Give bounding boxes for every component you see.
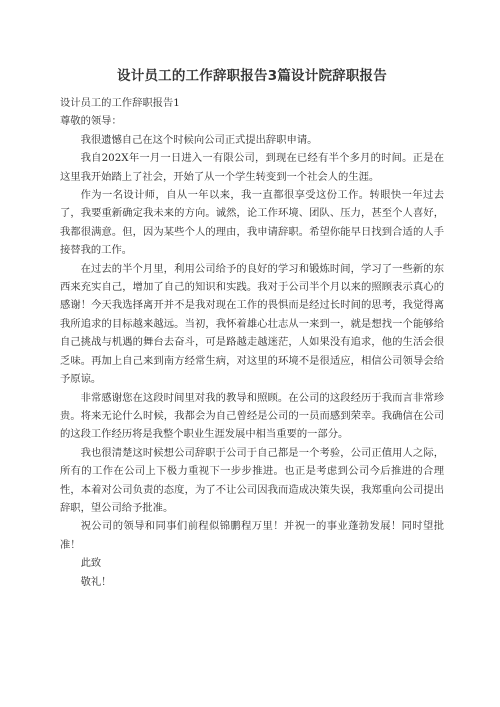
body-paragraph: 非常感谢您在这段时间里对我的教导和照顾。在公司的这段经历于我而言非常珍贵。将来无论什么时候，我都会为自己曾经是公司的一员而感到荣幸。我确信在公司的这段工作经历将是我整个职业生涯发展中相当重要的一部分。 bbox=[60, 391, 444, 441]
body-paragraph: 作为一名设计师，自从一年以来，我一直都很享受这份工作。转眼快一年过去了，我要重新确定我未来的方向。诚然，论工作环境、团队、压力，甚至个人喜好，我都很满意。但，因为某些个人的理由，我申请辞职。希望你能早日找到合适的人手接替我的工作。 bbox=[60, 189, 444, 257]
body-paragraph: 我也很清楚这时候想公司辞职于公司于自己都是一个考验，公司正值用人之际，所有的工作在公司上下极力重视下一步步推进。也正是考虑到公司今后推进的合理性，本着对公司负责的态度，为了不让公司因我而造成决策失误，我郑重向公司提出辞职，望公司给予批准。 bbox=[60, 446, 444, 514]
document-subtitle: 设计员工的工作辞职报告1 bbox=[60, 97, 180, 109]
closing-line: 此致 bbox=[80, 557, 102, 570]
body-paragraph: 在过去的半个月里，利用公司给予的良好的学习和锻炼时间，学习了一些新的东西来充实自己，增加了自己的知识和实践。我对于公司半个月以来的照顾表示真心的感谢！今天我选择离开并不是我对现在工作的畏惧而是经过长时间的思考，我觉得离我所追求的目标越来越远。当初，我怀着雄心壮志从一来到一，就是想找一个能够给自己挑战与机遇的舞台去奋斗，可是路越走越迷茫，人如果没有追求，他的生活会很乏味。再加上自己来到南方经常生病，对这里的环境不是很适应，相信公司领导会给予原谅。 bbox=[60, 262, 444, 386]
body-paragraph: 我很遗憾自己在这个时候向公司正式提出辞职申请。 bbox=[80, 133, 318, 146]
body-paragraph: 祝公司的领导和同事们前程似锦鹏程万里！并祝一的事业蓬勃发展！同时望批准！ bbox=[60, 520, 444, 551]
closing-line: 敬礼！ bbox=[80, 575, 112, 588]
body-paragraph: 我自202X年一月一日进入一有限公司，到现在已经有半个多月的时间。正是在这里我开始踏上了社会，开始了从一个学生转变到一个社会人的生涯。 bbox=[60, 152, 444, 183]
document-title: 设计员工的工作辞职报告3篇设计院辞职报告 bbox=[117, 68, 387, 84]
salutation: 尊敬的领导： bbox=[60, 115, 122, 128]
